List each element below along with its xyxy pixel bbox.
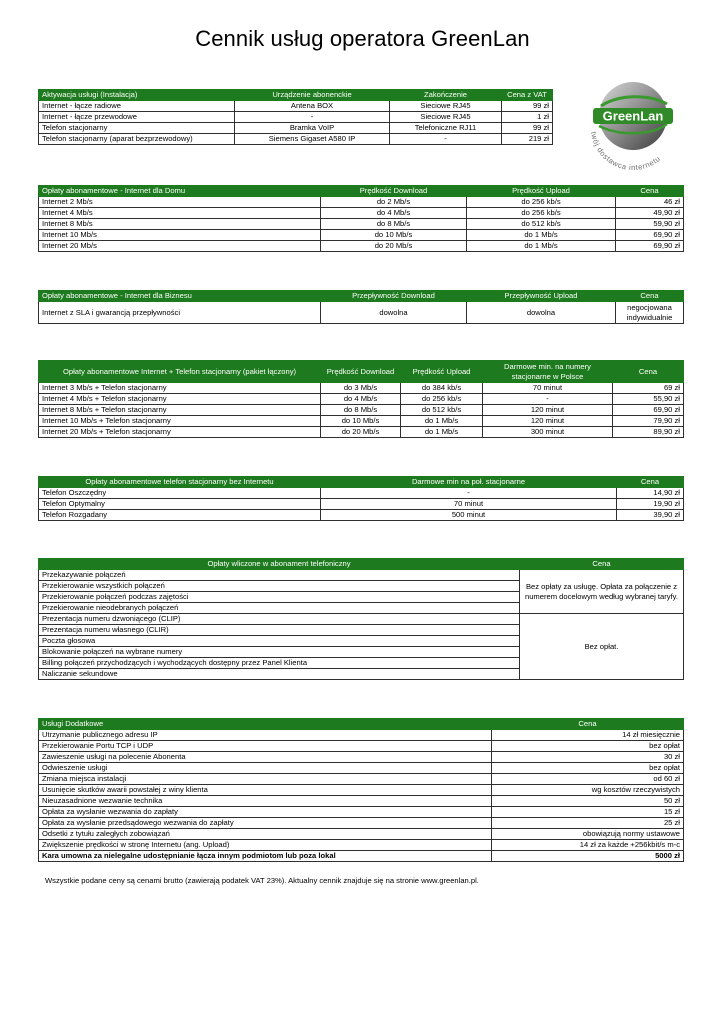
upload-speed: do 256 kb/s [401, 394, 483, 405]
table-row [39, 241, 684, 252]
table-row [39, 101, 553, 112]
price: wg kosztów rzeczywistych [492, 785, 684, 796]
price: 19,90 zł [617, 499, 684, 510]
plan-name: Internet 20 Mb/s + Telefon stacjonarny [39, 427, 321, 438]
device: Siemens Gigaset A580 IP [235, 134, 390, 145]
table-row [39, 112, 553, 123]
table-row [39, 394, 684, 405]
bundle-header-free-minutes: Darmowe min. na numery stacjonarne w Polsce [483, 361, 613, 383]
price: 1 zł [502, 112, 553, 123]
service-name: Billing połączeń przychodzących i wychodzących dostępny przez Panel Klienta [39, 658, 520, 669]
activation-header-price: Cena z VAT [502, 90, 553, 101]
service-name: Przekierowanie Portu TCP i UDP [39, 741, 492, 752]
service-name: Odwieszenie usługi [39, 763, 492, 774]
upload-speed: do 256 kb/s [467, 197, 616, 208]
service-name: Internet - łącze przewodowe [39, 112, 235, 123]
table-row [39, 807, 684, 818]
free-minutes: 70 minut [321, 499, 617, 510]
download-speed: do 8 Mb/s [321, 405, 401, 416]
greenlan-logo [579, 74, 687, 174]
business-header-upload: Przepływność Upload [467, 291, 616, 302]
home-header-upload: Prędkość Upload [467, 186, 616, 197]
extras-header-row [39, 719, 684, 730]
price: 89,90 zł [613, 427, 684, 438]
price: bez opłat [492, 763, 684, 774]
price: 69 zł [613, 383, 684, 394]
upload-speed: do 512 kb/s [401, 405, 483, 416]
service-name: Opłata za wysłanie przedsądowego wezwania do zapłaty [39, 818, 492, 829]
table-row [39, 614, 684, 625]
download-speed: do 3 Mb/s [321, 383, 401, 394]
termination: - [390, 134, 502, 145]
upload-speed: do 1 Mb/s [467, 241, 616, 252]
bundle-header-price: Cena [613, 361, 684, 383]
service-name: Przekazywanie połączeń [39, 570, 520, 581]
logo-brand-text: GreenLan [602, 108, 664, 124]
service-name: Telefon stacjonarny (aparat bezprzewodowy) [39, 134, 235, 145]
table-row [39, 829, 684, 840]
service-name: Usunięcie skutków awarii powstałej z winy klienta [39, 785, 492, 796]
logo-tagline: twój dostawca internetu [589, 131, 663, 173]
included-header-service: Opłaty wliczone w abonament telefoniczny [39, 559, 520, 570]
price: 5000 zł [492, 851, 684, 862]
price: 69,90 zł [616, 241, 684, 252]
upload-speed: do 1 Mb/s [401, 427, 483, 438]
price: 99 zł [502, 123, 553, 134]
price: 39,90 zł [617, 510, 684, 521]
download-speed: do 2 Mb/s [321, 197, 467, 208]
price: 79,90 zł [613, 416, 684, 427]
bundle-header-upload: Prędkość Upload [401, 361, 483, 383]
download-speed: do 20 Mb/s [321, 427, 401, 438]
upload-speed: do 256 kb/s [467, 208, 616, 219]
download-speed: do 4 Mb/s [321, 208, 467, 219]
bundle-table [38, 360, 684, 438]
table-row [39, 818, 684, 829]
table-row [39, 230, 684, 241]
price: 59,90 zł [616, 219, 684, 230]
service-name: Internet - łącze radiowe [39, 101, 235, 112]
table-row [39, 840, 684, 851]
bundle-header-row [39, 361, 684, 383]
table-row [39, 741, 684, 752]
service-name: Przekierowanie wszystkich połączeń [39, 581, 520, 592]
plan-name: Internet 4 Mb/s [39, 208, 321, 219]
price: 69,90 zł [616, 230, 684, 241]
plan-name: Internet 3 Mb/s + Telefon stacjonarny [39, 383, 321, 394]
table-row [39, 197, 684, 208]
table-row [39, 416, 684, 427]
plan-name: Internet 20 Mb/s [39, 241, 321, 252]
device: Bramka VoIP [235, 123, 390, 134]
phone-header-row [39, 477, 684, 488]
service-name: Zmiana miejsca instalacji [39, 774, 492, 785]
footer-note: Wszystkie podane ceny są cenami brutto (zawierają podatek VAT 23%). Aktualny cennik znajduje się na stronie www.greenlan.pl. [45, 876, 479, 885]
service-name: Nieuzasadnione wezwanie technika [39, 796, 492, 807]
phone-only-table [38, 476, 684, 521]
upload-speed: do 384 kb/s [401, 383, 483, 394]
plan-name: Internet 10 Mb/s + Telefon stacjonarny [39, 416, 321, 427]
service-name: Odsetki z tytułu zaległych zobowiązań [39, 829, 492, 840]
price: 14 zł za każde +256kbit/s m-c [492, 840, 684, 851]
extras-header-service: Usługi Dodatkowe [39, 719, 492, 730]
phone-header-free-minutes: Darmowe min na poł. stacjonarne [321, 477, 617, 488]
service-name: Przekierowanie nieodebranych połączeń [39, 603, 520, 614]
table-row [39, 785, 684, 796]
price: obowiązują normy ustawowe [492, 829, 684, 840]
price: 49,90 zł [616, 208, 684, 219]
termination: Telefoniczne RJ11 [390, 123, 502, 134]
service-name: Poczta głosowa [39, 636, 520, 647]
table-row [39, 752, 684, 763]
table-row [39, 499, 684, 510]
business-header-price: Cena [616, 291, 684, 302]
price: od 60 zł [492, 774, 684, 785]
table-row [39, 383, 684, 394]
table-row [39, 488, 684, 499]
upload-speed: do 1 Mb/s [467, 230, 616, 241]
additional-services-table [38, 718, 684, 862]
business-header-download: Przepływność Download [321, 291, 467, 302]
business-header-row [39, 291, 684, 302]
service-name: Prezentacja numeru własnego (CLIR) [39, 625, 520, 636]
download-speed: do 4 Mb/s [321, 394, 401, 405]
group-price-free: Bez opłat. [520, 614, 684, 680]
phone-header-plan: Opłaty abonamentowe telefon stacjonarny bez Internetu [39, 477, 321, 488]
free-minutes: - [321, 488, 617, 499]
table-row [39, 774, 684, 785]
plan-name: Internet 10 Mb/s [39, 230, 321, 241]
free-minutes: 300 minut [483, 427, 613, 438]
home-header-price: Cena [616, 186, 684, 197]
download-speed: do 20 Mb/s [321, 241, 467, 252]
included-services-table [38, 558, 684, 680]
page-title: Cennik usług operatora GreenLan [195, 26, 530, 51]
termination: Sieciowe RJ45 [390, 112, 502, 123]
activation-header-service: Aktywacja usługi (Instalacja) [39, 90, 235, 101]
price: 14 zł miesięcznie [492, 730, 684, 741]
service-name: Zwiększenie prędkości w stronę Internetu (ang. Upload) [39, 840, 492, 851]
table-row [39, 427, 684, 438]
business-internet-table [38, 290, 684, 324]
plan-name: Telefon Oszczędny [39, 488, 321, 499]
download-speed: do 10 Mb/s [321, 416, 401, 427]
bundle-header-download: Prędkość Download [321, 361, 401, 383]
service-name: Prezentacja numeru dzwoniącego (CLIP) [39, 614, 520, 625]
service-name: Opłata za wysłanie wezwania do zapłaty [39, 807, 492, 818]
table-row [39, 796, 684, 807]
plan-name: Telefon Rozgadany [39, 510, 321, 521]
extras-header-price: Cena [492, 719, 684, 730]
service-name: Zawieszenie usługi na polecenie Abonenta [39, 752, 492, 763]
price: 69,90 zł [613, 405, 684, 416]
table-row [39, 763, 684, 774]
price: 30 zł [492, 752, 684, 763]
home-header-plan: Opłaty abonamentowe - Internet dla Domu [39, 186, 321, 197]
price: bez opłat [492, 741, 684, 752]
price: 15 zł [492, 807, 684, 818]
device: - [235, 112, 390, 123]
upload-speed: do 1 Mb/s [401, 416, 483, 427]
download-speed: do 8 Mb/s [321, 219, 467, 230]
plan-name: Internet 4 Mb/s + Telefon stacjonarny [39, 394, 321, 405]
download-speed: dowolna [321, 302, 467, 324]
table-row [39, 134, 553, 145]
plan-name: Internet 8 Mb/s [39, 219, 321, 230]
upload-speed: do 512 kb/s [467, 219, 616, 230]
service-name: Utrzymanie publicznego adresu IP [39, 730, 492, 741]
upload-speed: dowolna [467, 302, 616, 324]
table-row [39, 405, 684, 416]
price: 14,90 zł [617, 488, 684, 499]
plan-name: Internet z SLA i gwarancją przepływności [39, 302, 321, 324]
price: 99 zł [502, 101, 553, 112]
price: 50 zł [492, 796, 684, 807]
download-speed: do 10 Mb/s [321, 230, 467, 241]
service-name: Telefon stacjonarny [39, 123, 235, 134]
activation-header-device: Urządzenie abonenckie [235, 90, 390, 101]
free-minutes: 120 minut [483, 405, 613, 416]
group-price-forwarding: Bez opłaty za usługę. Opłata za połączenie z numerem docelowym według wybranej taryfy. [520, 570, 684, 614]
free-minutes: - [483, 394, 613, 405]
business-header-plan: Opłaty abonamentowe - Internet dla Biznesu [39, 291, 321, 302]
bundle-header-plan: Opłaty abonamentowe Internet + Telefon stacjonarny (pakiet łączony) [39, 361, 321, 383]
service-name: Blokowanie połączeń na wybrane numery [39, 647, 520, 658]
home-internet-table [38, 185, 684, 252]
home-header-row [39, 186, 684, 197]
price: 46 zł [616, 197, 684, 208]
home-header-download: Prędkość Download [321, 186, 467, 197]
table-row [39, 208, 684, 219]
price: negocjowana indywidualnie [616, 302, 684, 324]
included-header-price: Cena [520, 559, 684, 570]
table-row [39, 123, 553, 134]
termination: Sieciowe RJ45 [390, 101, 502, 112]
plan-name: Internet 8 Mb/s + Telefon stacjonarny [39, 405, 321, 416]
price: 55,90 zł [613, 394, 684, 405]
table-row [39, 570, 684, 581]
table-row [39, 730, 684, 741]
free-minutes: 120 minut [483, 416, 613, 427]
phone-header-price: Cena [617, 477, 684, 488]
activation-header-termination: Zakończenie [390, 90, 502, 101]
table-row-penalty [39, 851, 684, 862]
service-name: Kara umowna za nielegalne udostępnianie łącza innym podmiotom lub poza lokal [39, 851, 492, 862]
free-minutes: 500 minut [321, 510, 617, 521]
service-name: Przekierowanie połączeń podczas zajętości [39, 592, 520, 603]
activation-header-row [39, 90, 553, 101]
free-minutes: 70 minut [483, 383, 613, 394]
plan-name: Internet 2 Mb/s [39, 197, 321, 208]
table-row [39, 219, 684, 230]
price: 219 zł [502, 134, 553, 145]
device: Antena BOX [235, 101, 390, 112]
activation-table [38, 89, 553, 145]
price: 25 zł [492, 818, 684, 829]
table-row [39, 302, 684, 324]
plan-name: Telefon Optymalny [39, 499, 321, 510]
table-row [39, 510, 684, 521]
service-name: Naliczanie sekundowe [39, 669, 520, 680]
included-header-row [39, 559, 684, 570]
